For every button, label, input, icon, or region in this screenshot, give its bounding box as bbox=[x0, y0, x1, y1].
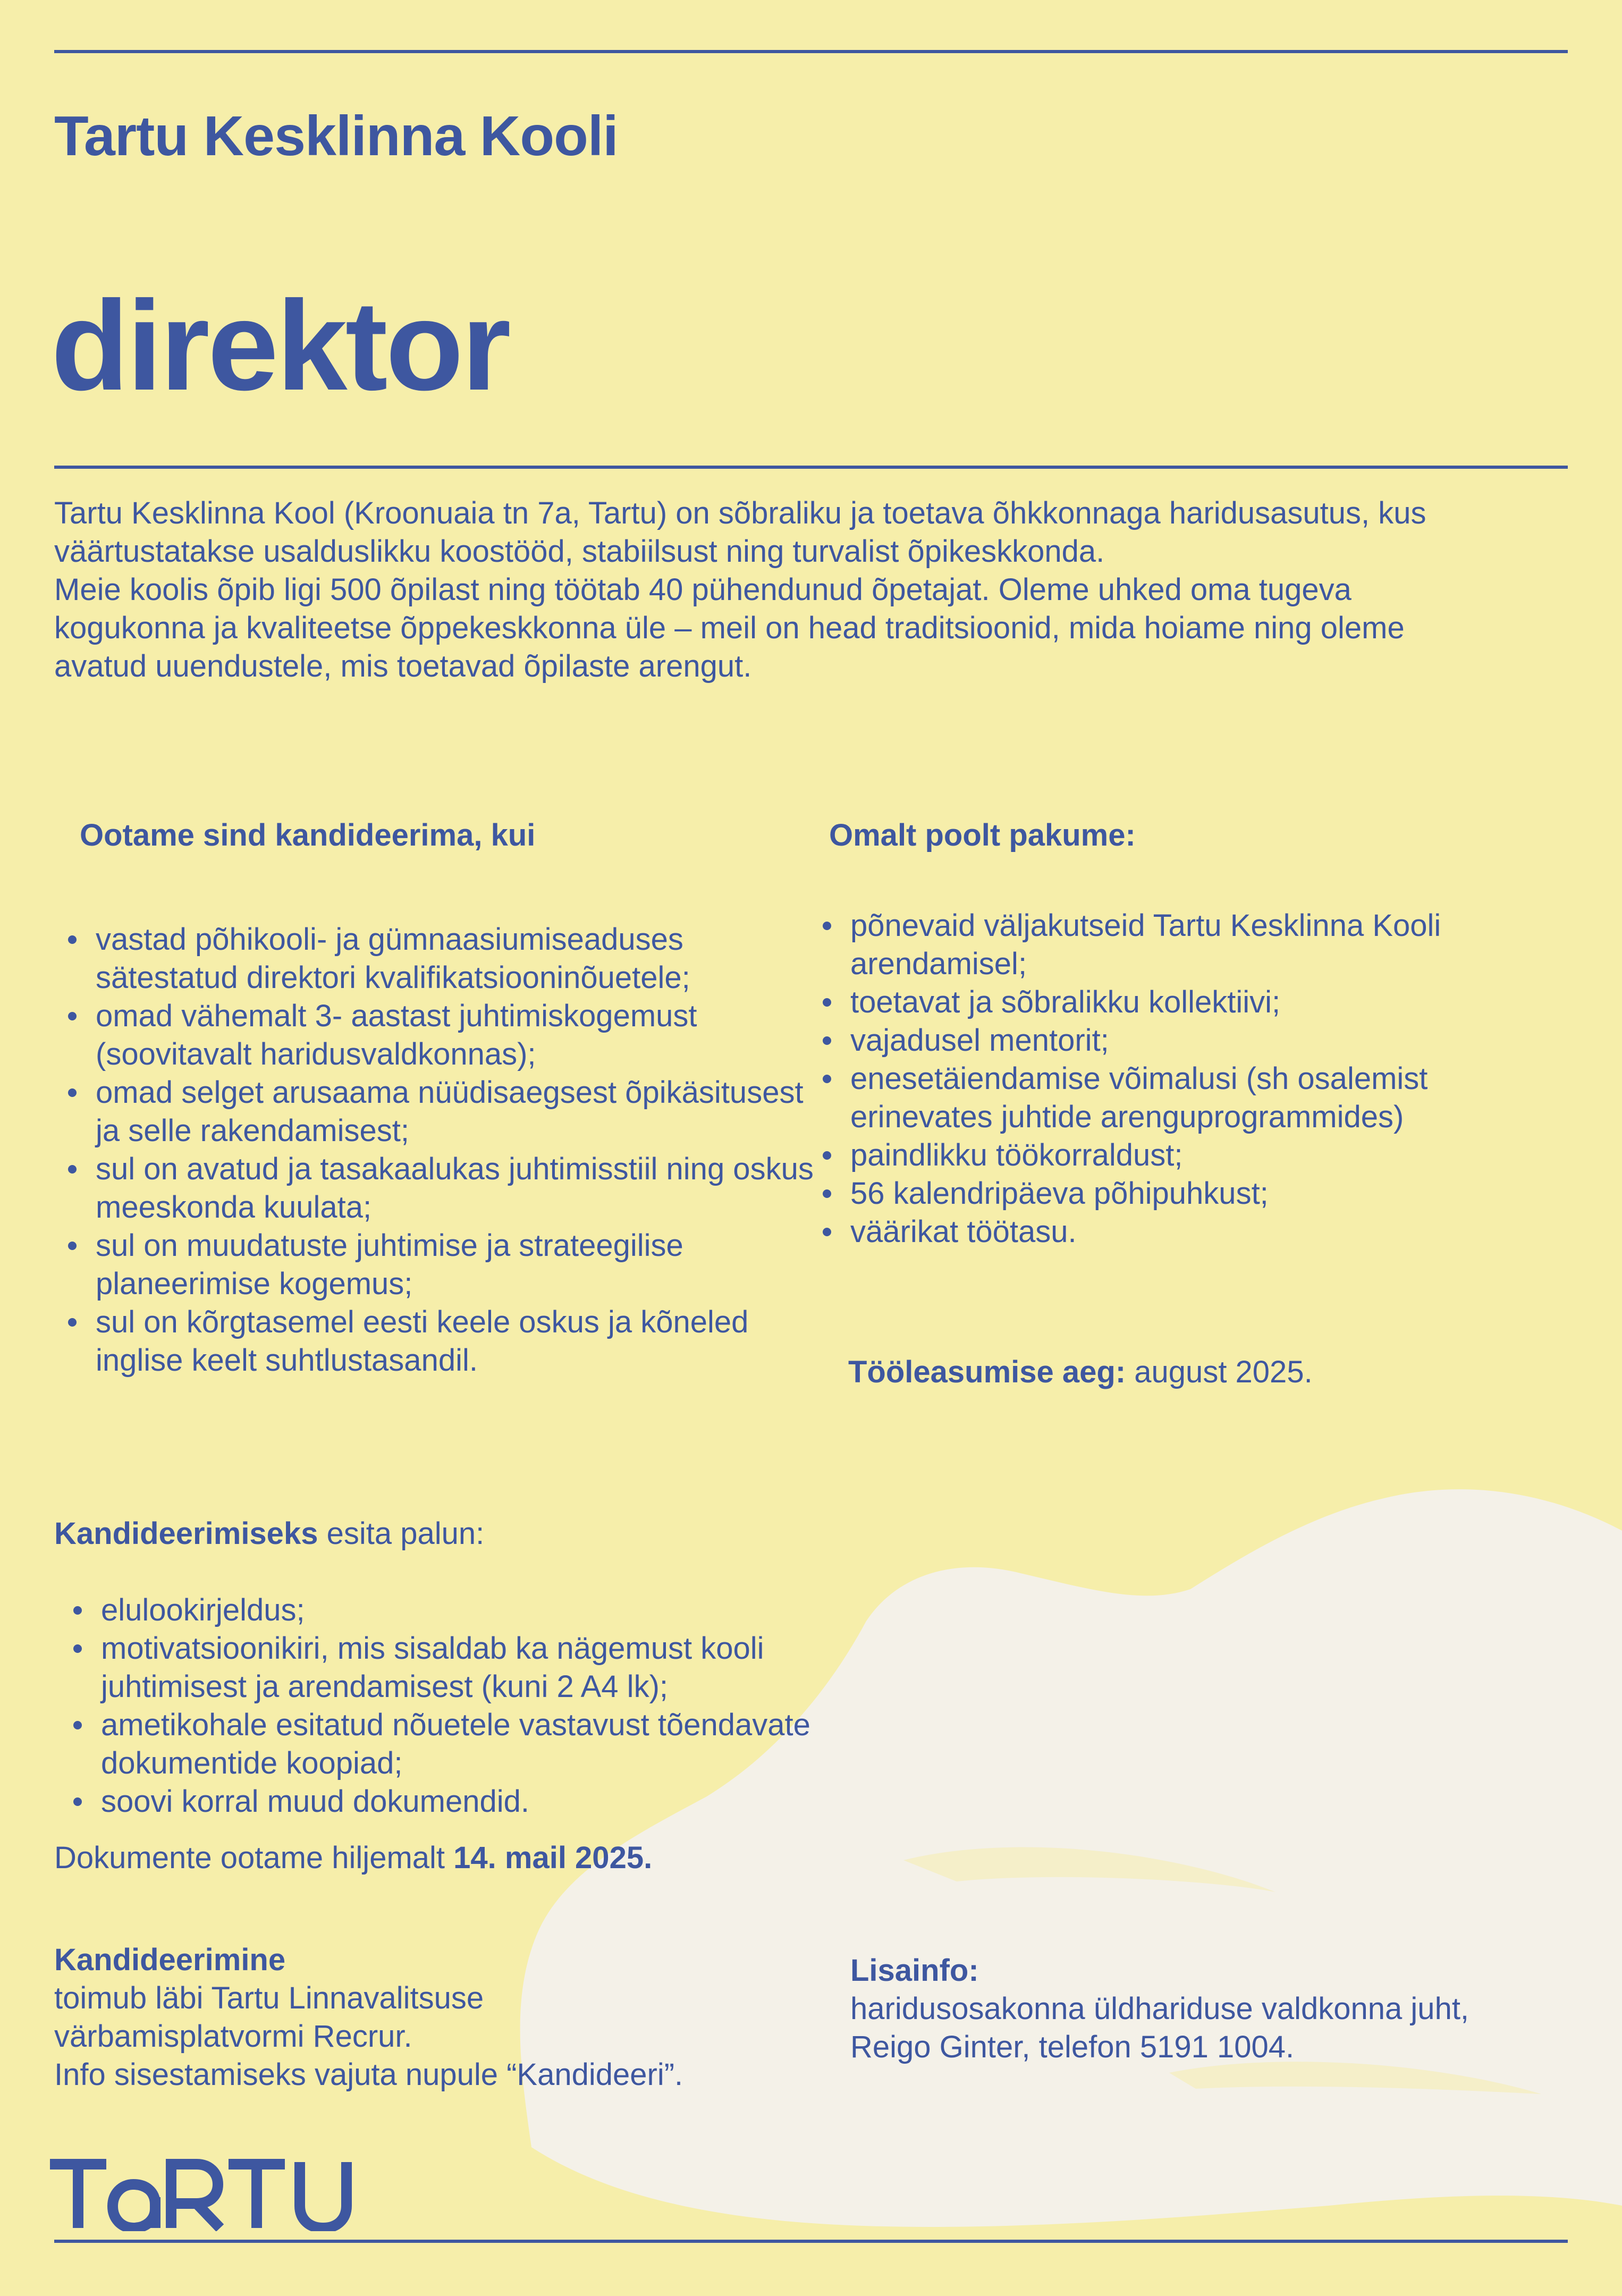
list-item: omad vähemalt 3- aastast juhtimiskogemust (soovitavalt haridusvaldkonnas); bbox=[54, 997, 814, 1074]
list-item: toetavat ja sõbralikku kollektiivi; bbox=[809, 983, 1542, 1022]
list-item: sul on muudatuste juhtimise ja strateegilise planeerimise kogemus; bbox=[54, 1227, 814, 1303]
intro-paragraph: Meie koolis õpib ligi 500 õpilast ning töötab 40 pühendunud õpetajat. Oleme uhked oma tugeva kogukonna ja kvaliteetse õppekeskkonna üle – meil on head traditsioonid, mida hoiame ning oleme avatud uuendustele, mis toetavad õpilaste arengut. bbox=[54, 572, 1405, 683]
applying-block bbox=[54, 1941, 683, 2094]
list-item: enesetäiendamise võimalusi (sh osalemist erinevates juhtide arenguprogrammides) bbox=[809, 1060, 1542, 1136]
deadline bbox=[54, 1839, 652, 1877]
list-item: omad selget arusaama nüüdisaegsest õpikäsitusest ja selle rakendamisest; bbox=[54, 1074, 814, 1150]
tartu-logo bbox=[47, 2157, 360, 2231]
list-item: 56 kalendripäeva põhipuhkust; bbox=[809, 1175, 1542, 1213]
intro-text bbox=[54, 494, 1463, 686]
list-item: sul on kõrgtasemel eesti keele oskus ja kõneled inglise keelt suhtlustasandil. bbox=[54, 1303, 814, 1380]
start-date bbox=[848, 1353, 1313, 1391]
list-item: põnevaid väljakutseid Tartu Kesklinna Kooli arendamisel; bbox=[809, 907, 1542, 983]
more-info-line: haridusosakonna üldhariduse valdkonna juht, bbox=[850, 1991, 1469, 2026]
list-item: vajadusel mentorit; bbox=[809, 1022, 1542, 1060]
bottom-divider bbox=[54, 2240, 1568, 2243]
intro-paragraph: Tartu Kesklinna Kool (Kroonuaia tn 7a, Tartu) on sõbraliku ja toetava õhkkonnaga haridusasutus, kus väärtustatakse usalduslikku koostööd, stabiilsust ning turvalist õpikeskkonda. bbox=[54, 496, 1426, 569]
deadline-date: 14. mail 2025. bbox=[453, 1841, 653, 1875]
title-divider bbox=[54, 466, 1568, 469]
application-lead-rest: esita palun: bbox=[318, 1516, 485, 1551]
list-item: vastad põhikooli- ja gümnaasiumiseaduses sätestatud direktori kvalifikatsiooninõuetele; bbox=[54, 921, 814, 997]
list-item: sul on avatud ja tasakaalukas juhtimisstiil ning oskus meeskonda kuulata; bbox=[54, 1150, 814, 1227]
list-item: motivatsioonikiri, mis sisaldab ka nägemust kooli juhtimisest ja arendamisest (kuni 2 A4 lk); bbox=[60, 1630, 841, 1706]
application-list bbox=[60, 1591, 841, 1821]
list-item: elulookirjeldus; bbox=[60, 1591, 841, 1630]
more-info-line: Reigo Ginter, telefon 5191 1004. bbox=[850, 2030, 1295, 2064]
school-name: Tartu Kesklinna Kooli bbox=[54, 105, 618, 167]
top-divider bbox=[54, 50, 1568, 53]
requirements-heading: Ootame sind kandideerima, kui bbox=[80, 818, 536, 852]
list-item: soovi korral muud dokumendid. bbox=[60, 1783, 841, 1821]
start-date-value: august 2025. bbox=[1126, 1355, 1313, 1389]
position-title: direktor bbox=[51, 274, 509, 417]
application-lead bbox=[54, 1515, 484, 1553]
applying-heading: Kandideerimine bbox=[54, 1943, 286, 1977]
deadline-text: Dokumente ootame hiljemalt bbox=[54, 1841, 454, 1875]
application-lead-bold: Kandideerimiseks bbox=[54, 1516, 318, 1551]
list-item: paindlikku töökorraldust; bbox=[809, 1136, 1542, 1175]
more-info-heading: Lisainfo: bbox=[850, 1953, 979, 1988]
start-date-label: Tööleasumise aeg: bbox=[848, 1355, 1126, 1389]
more-info-block bbox=[850, 1952, 1469, 2066]
applying-line: värbamisplatvormi Recrur. bbox=[54, 2019, 412, 2054]
list-item: väärikat töötasu. bbox=[809, 1213, 1542, 1251]
list-item: ametikohale esitatud nõuetele vastavust tõendavate dokumentide koopiad; bbox=[60, 1706, 841, 1783]
offer-list bbox=[809, 907, 1542, 1251]
requirements-list bbox=[54, 921, 814, 1380]
applying-line: toimub läbi Tartu Linnavalitsuse bbox=[54, 1981, 484, 2015]
applying-line: Info sisestamiseks vajuta nupule “Kandideeri”. bbox=[54, 2057, 683, 2092]
offer-heading: Omalt poolt pakume: bbox=[829, 818, 1136, 852]
